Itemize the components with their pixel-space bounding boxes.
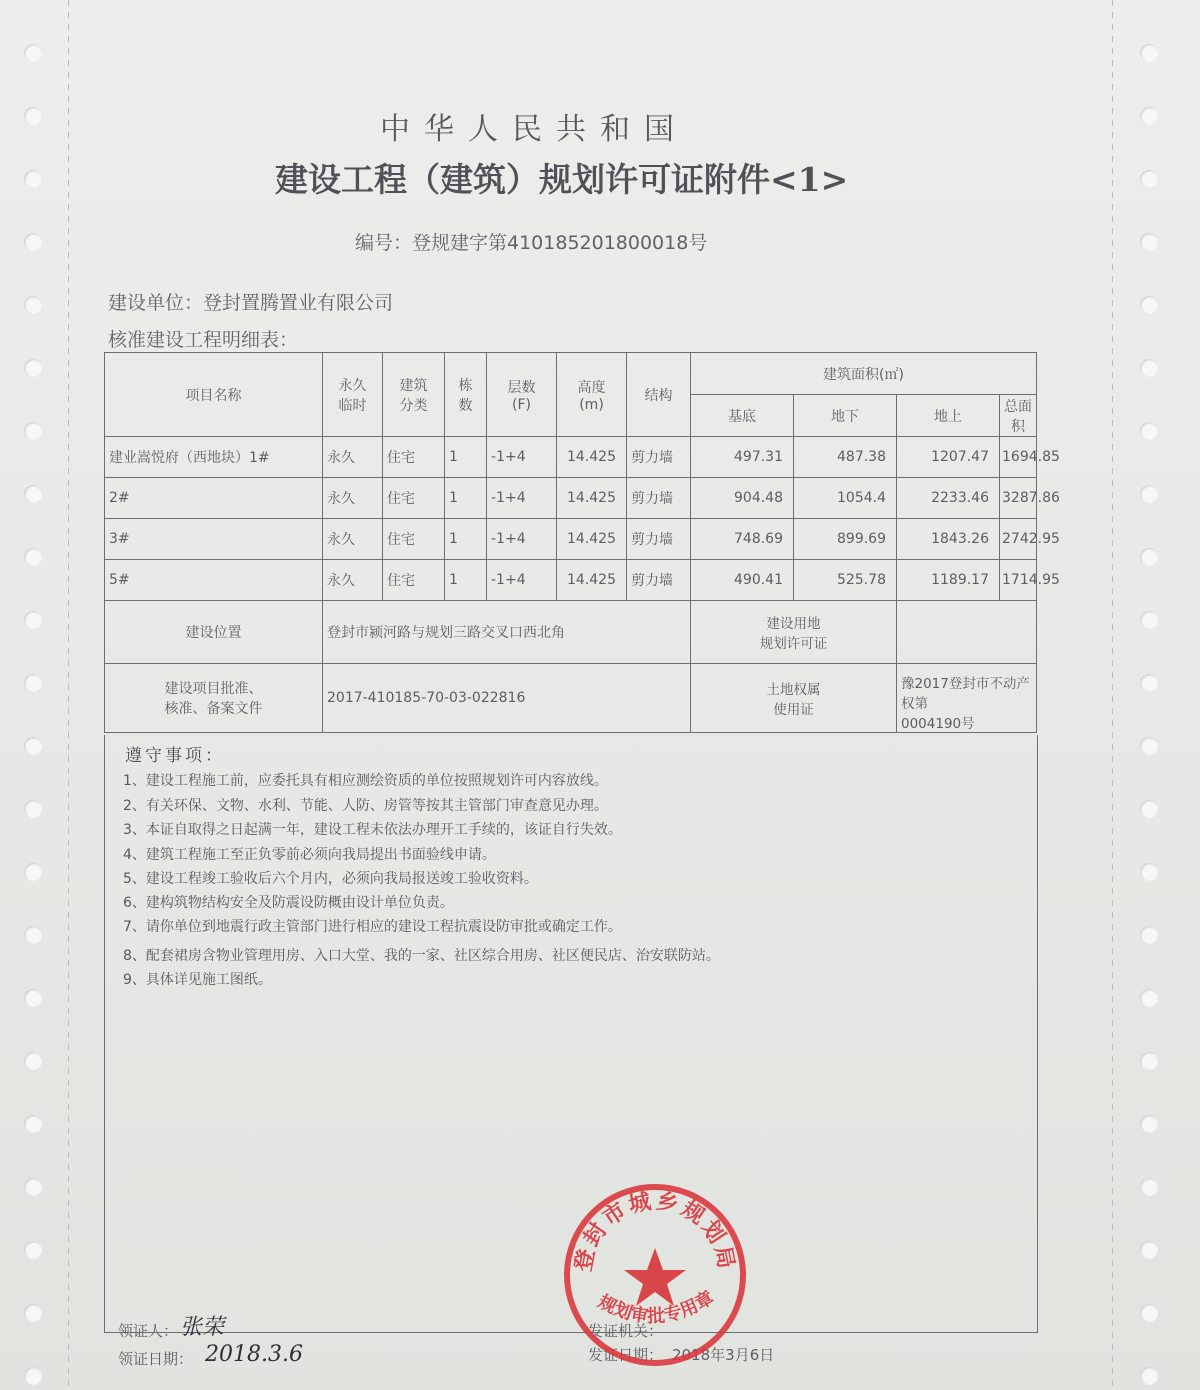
note-item: 1、建设工程施工前，应委托具有相应测绘资质的单位按照规划许可内容放线。: [123, 773, 608, 789]
cell-under: 525.78: [794, 560, 897, 601]
header-structure: 结构: [627, 353, 691, 437]
feed-hole: [1140, 422, 1158, 440]
feed-hole: [24, 107, 42, 125]
cell-name: 建业嵩悦府（西地块）1#: [105, 437, 323, 478]
permit-number: 编号：登规建字第410185201800018号: [355, 232, 708, 254]
feed-hole: [24, 926, 42, 944]
cell-count: 1: [445, 519, 487, 560]
feed-hole: [1140, 1304, 1158, 1322]
feed-hole: [1140, 926, 1158, 944]
feed-hole: [24, 1052, 42, 1070]
issue-date-value: 2018年3月6日: [672, 1346, 775, 1364]
feed-hole: [1140, 611, 1158, 629]
left-perforation-line: [68, 0, 69, 1390]
cell-under: 487.38: [794, 437, 897, 478]
header-total-area: 总面积: [1000, 395, 1037, 437]
feed-hole: [1140, 485, 1158, 503]
feed-hole: [24, 863, 42, 881]
cell-above: 1843.26: [897, 519, 1000, 560]
project-detail-table: [104, 352, 1060, 733]
seal-bottom-text: 规划审批专用章: [594, 1287, 718, 1328]
issue-date-label: 发证日期：: [588, 1346, 664, 1364]
cell-base: 490.41: [691, 560, 794, 601]
receive-date-label: 领证日期：: [118, 1350, 194, 1368]
cell-structure: 剪力墙: [627, 519, 691, 560]
feed-hole: [24, 44, 42, 62]
feed-hole: [24, 1304, 42, 1322]
note-item: 2、有关环保、文物、水利、节能、人防、房管等按其主管部门审查意见办理。: [123, 798, 608, 814]
feed-hole: [24, 1241, 42, 1259]
cell-height: 14.425: [557, 519, 627, 560]
feed-hole: [1140, 233, 1158, 251]
feed-hole: [24, 800, 42, 818]
cell-perm: 永久: [323, 437, 383, 478]
header-classification: 建筑 分类: [383, 353, 445, 437]
feed-hole: [24, 1178, 42, 1196]
cell-perm: 永久: [323, 560, 383, 601]
feed-hole: [1140, 1241, 1158, 1259]
cell-cls: 住宅: [383, 519, 445, 560]
cell-name: 2#: [105, 478, 323, 519]
cell-count: 1: [445, 437, 487, 478]
feed-hole: [1140, 1178, 1158, 1196]
right-perforation-line: [1112, 0, 1113, 1390]
feed-hole: [24, 170, 42, 188]
document-title: 建设工程（建筑）规划许可证附件<1>: [275, 160, 849, 199]
feed-hole: [1140, 800, 1158, 818]
feed-hole: [1140, 359, 1158, 377]
feed-hole: [24, 989, 42, 1007]
feed-hole: [24, 485, 42, 503]
cell-perm: 永久: [323, 519, 383, 560]
feed-hole: [24, 296, 42, 314]
feed-hole: [24, 674, 42, 692]
approval-row: [105, 664, 1037, 733]
cell-floors: -1+4: [487, 560, 557, 601]
issuer-label: 发证机关：: [588, 1322, 664, 1340]
receiver-signature: 张荣: [180, 1315, 225, 1340]
cell-total: 2742.95: [1000, 519, 1037, 560]
feed-hole: [24, 1367, 42, 1385]
cell-height: 14.425: [557, 478, 627, 519]
feed-hole: [1140, 44, 1158, 62]
note-item: 7、请你单位到地震行政主管部门进行相应的建设工程抗震设防审批或确定工作。: [123, 919, 622, 935]
approval-value: 2017-410185-70-03-022816: [323, 664, 691, 733]
header-area-group: 建筑面积(㎡): [691, 353, 1037, 395]
cell-above: 1189.17: [897, 560, 1000, 601]
note-item: 8、配套裙房含物业管理用房、入口大堂、我的一家、社区综合用房、社区便民店、治安联防站。: [123, 948, 720, 964]
header-above-area: 地上: [897, 395, 1000, 437]
feed-hole: [1140, 674, 1158, 692]
seal-star-icon: [624, 1248, 686, 1306]
header-count: 栋 数: [445, 353, 487, 437]
header-permanence: 永久 临时: [323, 353, 383, 437]
feed-hole: [24, 611, 42, 629]
table-row: [105, 478, 1037, 519]
cell-name: 5#: [105, 560, 323, 601]
note-item: 3、本证自取得之日起满一年，建设工程未依法办理开工手续的，该证自行失效。: [123, 822, 622, 838]
header-floors: 层数 (F): [487, 353, 557, 437]
header-project-name: 项目名称: [105, 353, 323, 437]
header-height: 高度 (m): [557, 353, 627, 437]
feed-hole: [1140, 548, 1158, 566]
location-row: [105, 601, 1037, 664]
cell-cls: 住宅: [383, 437, 445, 478]
cell-structure: 剪力墙: [627, 478, 691, 519]
note-item: 4、建筑工程施工至正负零前必须向我局提出书面验线申请。: [123, 847, 496, 863]
cell-height: 14.425: [557, 437, 627, 478]
table-row: [105, 437, 1037, 478]
feed-hole: [1140, 170, 1158, 188]
cell-base: 904.48: [691, 478, 794, 519]
feed-hole: [1140, 107, 1158, 125]
notes-heading: 遵守事项：: [125, 746, 225, 766]
cell-floors: -1+4: [487, 478, 557, 519]
cell-count: 1: [445, 478, 487, 519]
cell-above: 2233.46: [897, 478, 1000, 519]
table-row: [105, 519, 1037, 560]
cell-total: 3287.86: [1000, 478, 1037, 519]
land-right-label: 土地权属 使用证: [691, 664, 897, 733]
receive-date-value: 2018.3.6: [205, 1342, 303, 1367]
feed-hole: [24, 422, 42, 440]
feed-hole: [1140, 1052, 1158, 1070]
cell-name: 3#: [105, 519, 323, 560]
cell-total: 1714.95: [1000, 560, 1037, 601]
cell-floors: -1+4: [487, 519, 557, 560]
land-right-value: 豫2017登封市不动产权第 0004190号: [897, 664, 1037, 733]
note-item: 9、具体详见施工图纸。: [123, 972, 272, 988]
cell-under: 1054.4: [794, 478, 897, 519]
feed-hole: [1140, 863, 1158, 881]
official-seal: [560, 1180, 750, 1370]
cell-total: 1694.85: [1000, 437, 1037, 478]
cell-base: 497.31: [691, 437, 794, 478]
location-label: 建设位置: [105, 601, 323, 664]
feed-hole: [1140, 296, 1158, 314]
seal-top-text: 登封市城乡规划局: [571, 1188, 739, 1274]
feed-hole: [24, 737, 42, 755]
cell-structure: 剪力墙: [627, 437, 691, 478]
header-underground-area: 地下: [794, 395, 897, 437]
cell-structure: 剪力墙: [627, 560, 691, 601]
note-item: 6、建构筑物结构安全及防震设防概由设计单位负责。: [123, 895, 454, 911]
cell-base: 748.69: [691, 519, 794, 560]
feed-hole: [1140, 737, 1158, 755]
land-plan-permit-value: [897, 601, 1037, 664]
feed-hole: [1140, 989, 1158, 1007]
cell-under: 899.69: [794, 519, 897, 560]
receiver-label: 领证人：: [118, 1322, 179, 1340]
note-item: 5、建设工程竣工验收后六个月内，必须向我局报送竣工验收资料。: [123, 871, 538, 887]
location-value: 登封市颍河路与规划三路交叉口西北角: [323, 601, 691, 664]
approval-label: 建设项目批准、 核准、备案文件: [105, 664, 323, 733]
cell-cls: 住宅: [383, 478, 445, 519]
cell-height: 14.425: [557, 560, 627, 601]
land-plan-permit-label: 建设用地 规划许可证: [691, 601, 897, 664]
cell-count: 1: [445, 560, 487, 601]
header-base-area: 基底: [691, 395, 794, 437]
table-title: 核准建设工程明细表：: [108, 329, 299, 351]
feed-hole: [24, 1115, 42, 1133]
cell-perm: 永久: [323, 478, 383, 519]
feed-hole: [1140, 1115, 1158, 1133]
cell-cls: 住宅: [383, 560, 445, 601]
feed-hole: [24, 359, 42, 377]
cell-floors: -1+4: [487, 437, 557, 478]
feed-hole: [24, 233, 42, 251]
construction-unit: 建设单位：登封置腾置业有限公司: [108, 292, 394, 314]
table-row: [105, 560, 1037, 601]
feed-hole: [24, 548, 42, 566]
feed-hole: [1140, 1367, 1158, 1385]
country-title: 中华人民共和国: [380, 112, 688, 147]
cell-above: 1207.47: [897, 437, 1000, 478]
